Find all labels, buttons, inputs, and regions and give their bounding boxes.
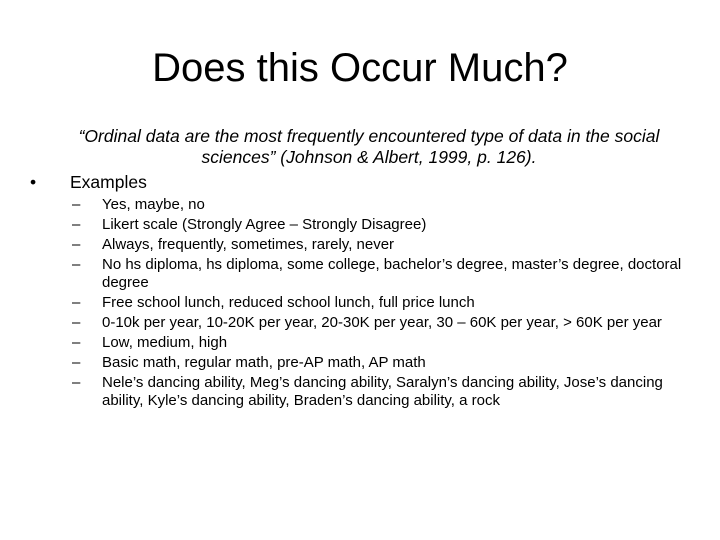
list-item-text: Low, medium, high bbox=[102, 334, 228, 352]
dash-icon: – bbox=[72, 354, 81, 372]
list-item bbox=[72, 216, 682, 234]
list-item-text: Nele’s dancing ability, Meg’s dancing ability, Saralyn’s dancing ability, Jose’s dancing ability, Kyle’s dancing ability, Braden’s dancing ability, a rock bbox=[102, 374, 663, 409]
dash-icon: – bbox=[72, 293, 81, 311]
examples-list bbox=[72, 196, 682, 412]
dash-icon: – bbox=[72, 374, 81, 392]
dash-icon: – bbox=[72, 313, 81, 331]
list-item-text: Likert scale (Strongly Agree – Strongly Disagree) bbox=[102, 216, 427, 234]
list-item-text: Free school lunch, reduced school lunch, full price lunch bbox=[102, 293, 475, 311]
examples-bullet bbox=[30, 171, 147, 193]
list-item-text: Always, frequently, sometimes, rarely, never bbox=[102, 236, 395, 254]
dash-icon: – bbox=[72, 236, 81, 254]
bullet-icon: • bbox=[30, 172, 37, 192]
list-item bbox=[72, 354, 682, 372]
list-item-text: 0-10k per year, 10-20K per year, 20-30K per year, 30 – 60K per year, > 60K per year bbox=[102, 313, 662, 331]
list-item-text: Basic math, regular math, pre-AP math, AP math bbox=[102, 354, 426, 372]
dash-icon: – bbox=[72, 334, 81, 352]
list-item bbox=[72, 334, 682, 352]
dash-icon: – bbox=[72, 256, 81, 274]
list-item-text: No hs diploma, hs diploma, some college, bachelor’s degree, master’s degree, doctoral degree bbox=[102, 256, 682, 291]
list-item bbox=[72, 196, 682, 214]
dash-icon: – bbox=[72, 196, 81, 213]
list-item bbox=[72, 294, 682, 312]
list-item-text: Yes, maybe, no bbox=[102, 196, 205, 213]
list-item bbox=[72, 314, 682, 332]
quote-text: “Ordinal data are the most frequently encountered type of data in the social sciences” (Johnson & Albert, 1999, p. 126). bbox=[78, 126, 660, 167]
dash-icon: – bbox=[72, 216, 81, 234]
list-item bbox=[72, 374, 682, 409]
list-item bbox=[72, 236, 682, 254]
list-item bbox=[72, 256, 682, 291]
examples-label: Examples bbox=[70, 172, 147, 192]
slide-title: Does this Occur Much? bbox=[152, 46, 568, 90]
